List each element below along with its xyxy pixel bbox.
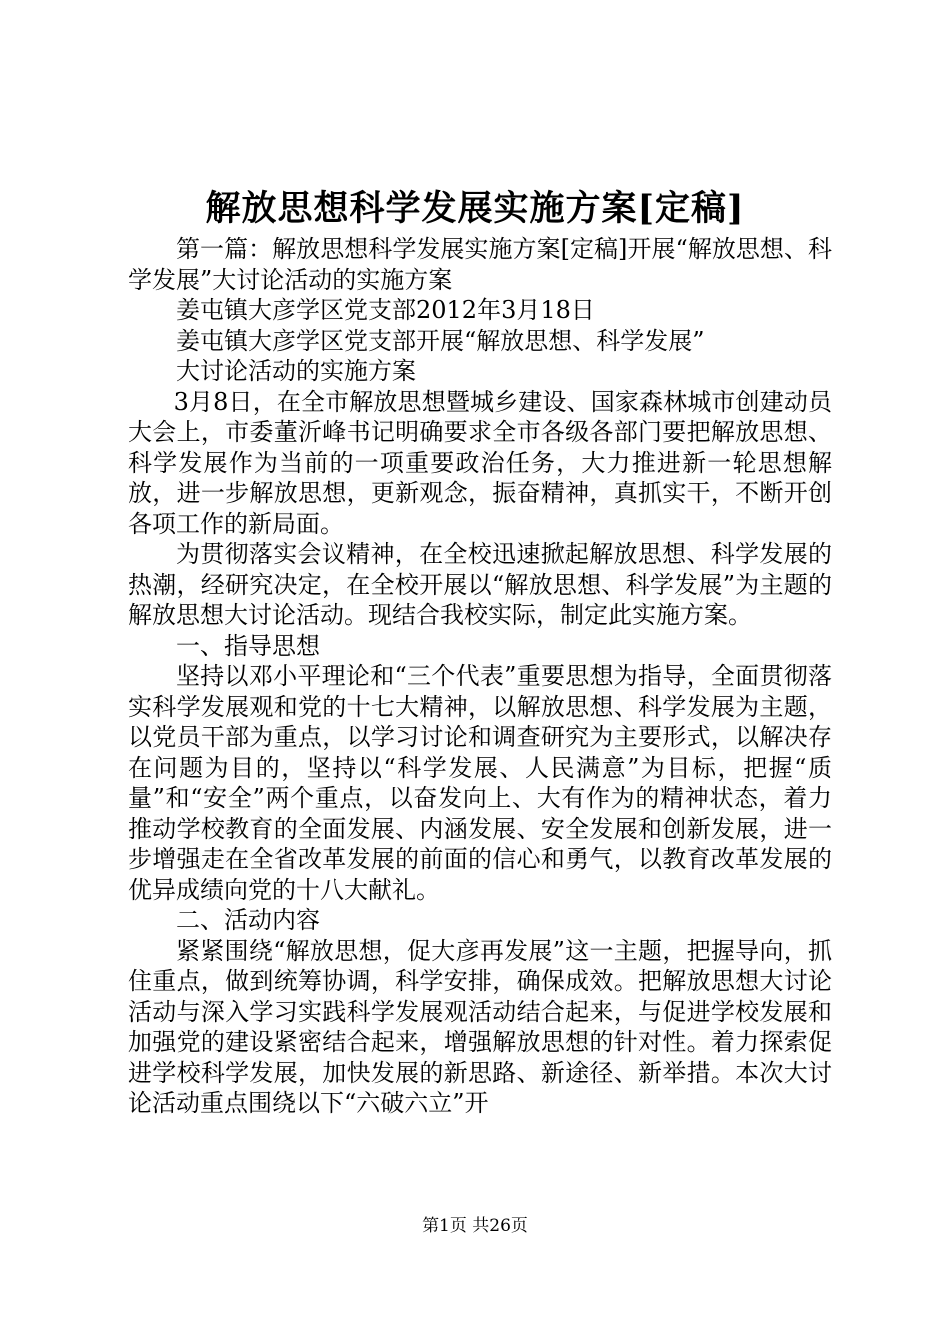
- section-heading-guiding-ideology: 一、指导思想: [176, 631, 320, 660]
- document-title: 解放思想科学发展实施方案[定稿]: [205, 188, 745, 229]
- paragraph-background: 3月8日，在全市解放思想暨城乡建设、国家森林城市创建动员大会上，市委董沂峰书记明确要求全市各级各部门要把解放思想、科学发展作为当前的一项重要政治任务，大力推进新一轮思想解放，进一步解放思想，更新观念，振奋精神，真抓实干，不断开创各项工作的新局面。: [128, 387, 832, 538]
- paragraph-author-date: 姜屯镇大彦学区党支部2012年3月18日: [176, 296, 595, 324]
- page-number-footer: 第1页 共26页: [422, 1216, 528, 1236]
- paragraph-guiding-ideology: 坚持以邓小平理论和“三个代表”重要思想为指导，全面贯彻落实科学发展观和党的十七大精神，以解放思想、科学发展为主题，以党员干部为重点，以学习讨论和调查研究为主要形式，以解决存在问题为目的，坚持以“科学发展、人民满意”为目标，把握“质量”和“安全”两个重点，以奋发向上、大有作为的精神状态，着力推动学校教育的全面发展、内涵发展、安全发展和创新发展，进一步增强走在全省改革发展的前面的信心和勇气，以教育改革发展的优异成绩向党的十八大献礼。: [128, 662, 832, 904]
- paragraph-intro: 第一篇：解放思想科学发展实施方案[定稿]开展“解放思想、科学发展”大讨论活动的实施方案: [128, 235, 832, 294]
- section-heading-activity-content: 二、活动内容: [176, 906, 320, 934]
- paragraph-purpose: 为贯彻落实会议精神，在全校迅速掀起解放思想、科学发展的热潮，经研究决定，在全校开展以“解放思想、科学发展”为主题的解放思想大讨论活动。现结合我校实际，制定此实施方案。: [128, 540, 832, 629]
- document-body: [128, 234, 832, 1119]
- paragraph-subtitle-2: 大讨论活动的实施方案: [176, 357, 416, 385]
- paragraph-subtitle-1: 姜屯镇大彦学区党支部开展“解放思想、科学发展”: [176, 326, 705, 355]
- paragraph-activity-content: 紧紧围绕“解放思想，促大彦再发展”这一主题，把握导向，抓住重点，做到统筹协调，科学安排，确保成效。把解放思想大讨论活动与深入学习实践科学发展观活动结合起来，与促进学校发展和加强党的建设紧密结合起来，增强解放思想的针对性。着力探索促进学校科学发展，加快发展的新思路、新途径、新举措。本次大讨论活动重点围绕以下“六破六立”开: [128, 936, 832, 1117]
